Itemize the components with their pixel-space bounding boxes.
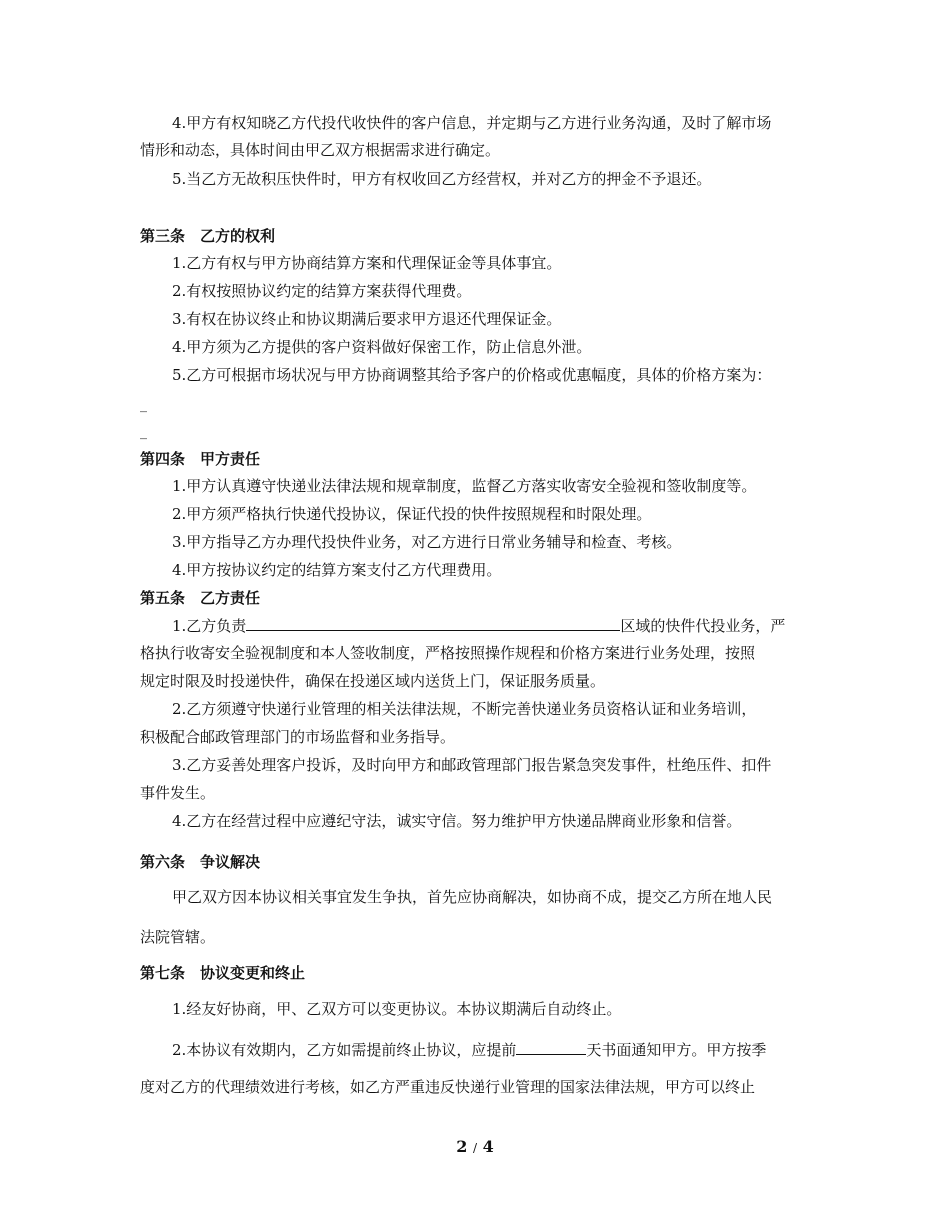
section-heading: 第三条 乙方的权利 (140, 227, 276, 245)
list-item (172, 615, 820, 636)
paragraph: 甲乙双方因本协议相关事宜发生争执，首先应协商解决，如协商不成，提交乙方所在地人民 (172, 888, 773, 906)
list-item: 1.乙方有权与甲方协商结算方案和代理保证金等具体事宜。 (172, 254, 562, 272)
paragraph: 4.甲方有权知晓乙方代投代收快件的客户信息，并定期与乙方进行业务沟通，及时了解市场 (172, 114, 772, 132)
list-item: 3.乙方妥善处理客户投诉，及时向甲方和邮政管理部门报告紧急突发事件，杜绝压件、扣件 (172, 756, 772, 774)
paragraph: 事件发生。 (140, 784, 216, 802)
text-fragment: 天书面通知甲方。甲方按季 (586, 1041, 767, 1059)
list-item: 2.乙方须遵守快递行业管理的相关法律法规，不断完善快递业务员资格认证和业务培训， (172, 700, 757, 718)
list-item: 2.甲方须严格执行快递代投协议，保证代投的快件按照规程和时限处理。 (172, 505, 652, 523)
list-item: 1.甲方认真遵守快递业法律法规和规章制度，监督乙方落实收寄安全验视和签收制度等。 (172, 477, 757, 495)
list-item: 3.有权在协议终止和协议期满后要求甲方退还代理保证金。 (172, 310, 562, 328)
paragraph: 积极配合邮政管理部门的市场监督和业务指导。 (140, 728, 456, 746)
section-heading: 第四条 甲方责任 (140, 450, 261, 468)
section-heading: 第六条 争议解决 (140, 853, 261, 871)
text-fragment: 2.本协议有效期内，乙方如需提前终止协议，应提前 (172, 1041, 517, 1059)
page-separator: / (472, 1141, 478, 1155)
paragraph: 规定时限及时投递快件，确保在投递区域内送货上门，保证服务质量。 (140, 672, 606, 690)
page-number (0, 1137, 950, 1156)
current-page: 2 (456, 1137, 468, 1156)
list-item (172, 1039, 820, 1060)
paragraph: 5.当乙方无故积压快件时，甲方有权收回乙方经营权，并对乙方的押金不予退还。 (172, 170, 712, 188)
section-heading: 第七条 协议变更和终止 (140, 964, 306, 982)
fill-in-blank (246, 615, 620, 631)
paragraph: 度对乙方的代理绩效进行考核，如乙方严重违反快递行业管理的国家法律法规，甲方可以终止 (140, 1078, 756, 1096)
list-item: 1.经友好协商，甲、乙双方可以变更协议。本协议期满后自动终止。 (172, 1000, 622, 1018)
section-heading: 第五条 乙方责任 (140, 589, 261, 607)
text-fragment: 1.乙方负责 (172, 617, 247, 635)
list-item: 2.有权按照协议约定的结算方案获得代理费。 (172, 282, 472, 300)
list-item: 5.乙方可根据市场状况与甲方协商调整其给予客户的价格或优惠幅度，具体的价格方案为： (172, 366, 772, 384)
total-pages: 4 (482, 1137, 494, 1156)
list-item: 4.甲方按协议约定的结算方案支付乙方代理费用。 (172, 561, 502, 579)
fill-in-blank (516, 1039, 586, 1055)
blank-mark: _ (140, 424, 147, 440)
paragraph: 情形和动态，具体时间由甲乙双方根据需求进行确定。 (140, 141, 501, 159)
list-item: 4.乙方在经营过程中应遵纪守法，诚实守信。努力维护甲方快递品牌商业形象和信誉。 (172, 812, 742, 830)
paragraph: 格执行收寄安全验视制度和本人签收制度，严格按照操作规程和价格方案进行业务处理，按照 (140, 644, 756, 662)
list-item: 4.甲方须为乙方提供的客户资料做好保密工作，防止信息外泄。 (172, 338, 592, 356)
paragraph: 法院管辖。 (140, 928, 216, 946)
list-item: 3.甲方指导乙方办理代投快件业务，对乙方进行日常业务辅导和检查、考核。 (172, 533, 682, 551)
blank-mark: _ (140, 397, 147, 413)
text-fragment: 区域的快件代投业务，严 (620, 617, 786, 635)
